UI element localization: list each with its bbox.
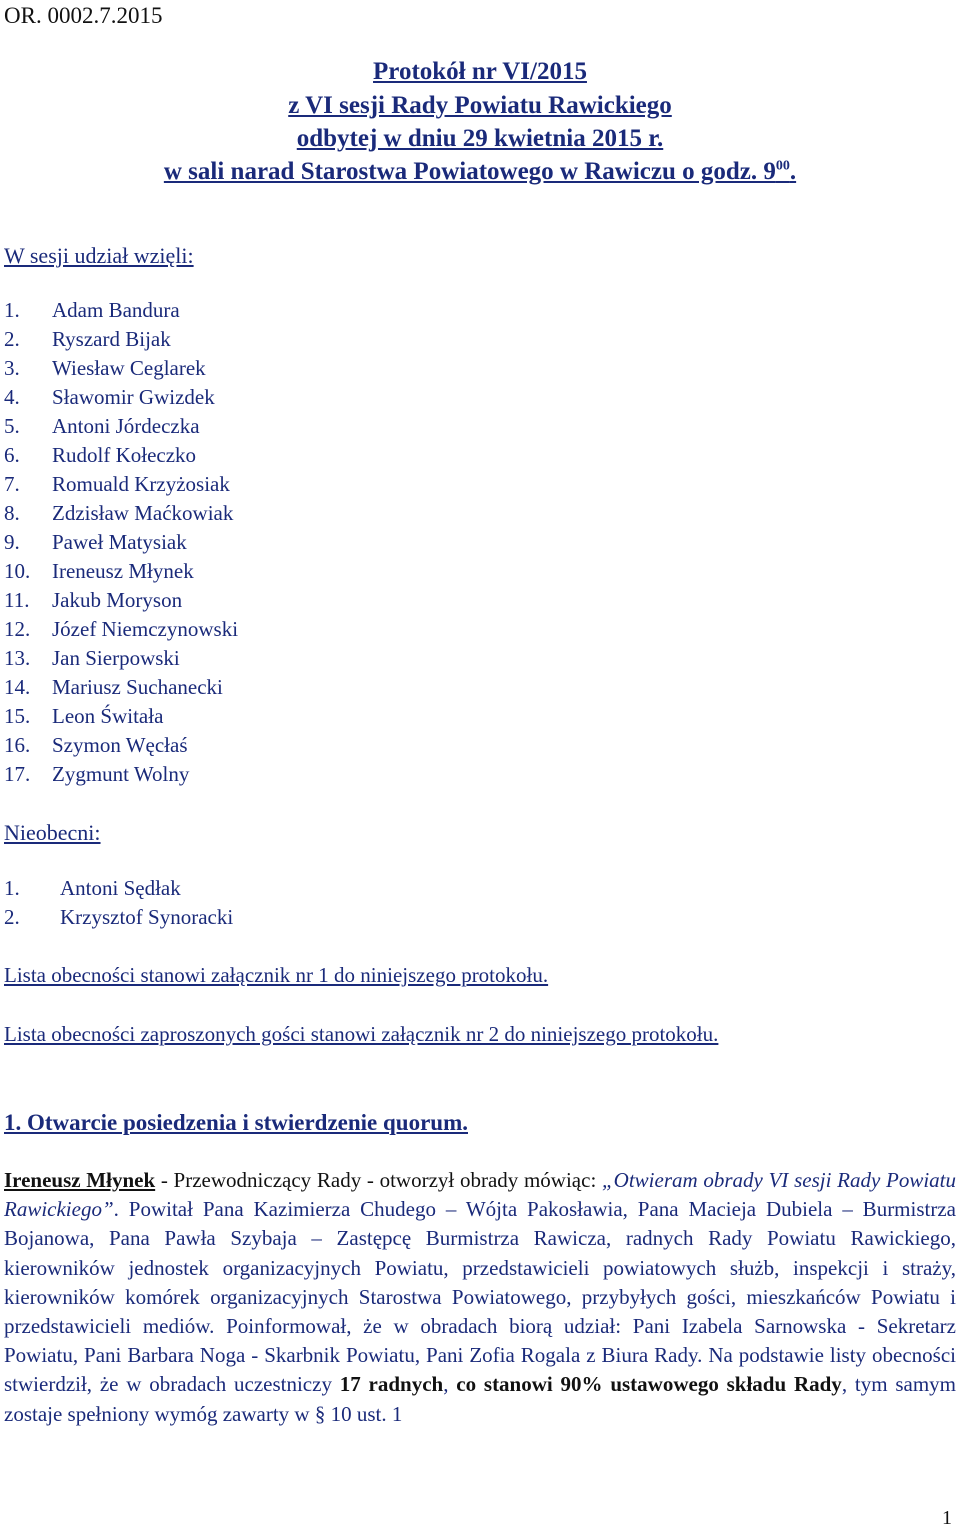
section-1-heading: 1. Otwarcie posiedzenia i stwierdzenie quorum. (4, 1110, 468, 1135)
list-item-name: Ireneusz Młynek (52, 559, 194, 583)
title-line-1: Protokół nr VI/2015 (373, 58, 587, 85)
list-item (4, 586, 238, 615)
attendance-list-note: Lista obecności stanowi załącznik nr 1 do niniejszego protokołu. (4, 963, 549, 987)
list-item-name: Józef Niemczynowski (52, 617, 239, 641)
list-item (4, 702, 238, 731)
list-item-name: Adam Bandura (52, 298, 180, 322)
list-item-name: Jan Sierpowski (52, 646, 180, 670)
document-reference: OR. 0002.7.2015 (4, 3, 163, 28)
list-item-name: Mariusz Suchanecki (52, 675, 223, 699)
list-item (4, 528, 238, 557)
list-item-number: 12. (4, 617, 31, 641)
list-item-number: 9. (4, 530, 20, 554)
after-quote: . (113, 1197, 129, 1222)
list-item-number: 14. (4, 675, 31, 699)
list-item-name: Romuald Krzyżosiak (52, 472, 230, 496)
list-item-name: Krzysztof Synoracki (60, 905, 234, 929)
attendees-list (4, 296, 238, 789)
list-item-name: Antoni Jórdeczka (52, 414, 200, 438)
list-item (4, 383, 238, 412)
list-item-number: 6. (4, 443, 20, 467)
list-item (4, 325, 238, 354)
list-item-number: 8. (4, 501, 20, 525)
list-item-name: Rudolf Kołeczko (52, 443, 197, 467)
list-item-number: 1. (4, 298, 20, 322)
list-item-name: Sławomir Gwizdek (52, 385, 215, 409)
list-item-number: 3. (4, 356, 20, 380)
list-item-number: 16. (4, 733, 31, 757)
list-item (4, 644, 238, 673)
list-item (4, 557, 238, 586)
list-item (4, 296, 238, 325)
list-item (4, 903, 233, 932)
list-item (4, 673, 238, 702)
page-number: 1 (942, 1507, 952, 1529)
list-item (4, 354, 238, 383)
list-item-number: 17. (4, 762, 31, 786)
list-item-number: 10. (4, 559, 31, 583)
list-item-name: Szymon Węcłaś (52, 733, 188, 757)
attendees-heading: W sesji udział wzięli: (4, 243, 194, 268)
title-line-2: z VI sesji Rady Powiatu Rawickiego (288, 92, 672, 119)
councillors-count: 17 radnych (339, 1372, 444, 1397)
list-item-number: 1. (4, 876, 20, 900)
list-item-name: Jakub Moryson (52, 588, 183, 612)
absent-heading: Nieobecni: (4, 820, 101, 845)
list-item-number: 4. (4, 385, 20, 409)
list-item-name: Antoni Sędłak (60, 876, 181, 900)
section-1-paragraph (4, 1166, 956, 1429)
title-line-4 (0, 157, 960, 186)
list-item-name: Leon Świtała (52, 704, 164, 728)
list-item (4, 874, 233, 903)
list-item (4, 499, 238, 528)
list-item (4, 731, 238, 760)
list-item-number: 15. (4, 704, 31, 728)
title-time-superscript: 00 (775, 158, 790, 174)
list-item (4, 441, 238, 470)
list-item-number: 2. (4, 327, 20, 351)
speaker-name: Ireneusz Młynek (4, 1168, 156, 1192)
list-item (4, 470, 238, 499)
absent-list (4, 874, 233, 932)
guests-list-note: Lista obecności zaproszonych gości stanowi załącznik nr 2 do niniejszego protokołu. (4, 1022, 719, 1046)
paragraph-tail: , tym samym zostaje spełniony wymóg zawarty w § 10 ust. 1 (4, 1372, 956, 1426)
paragraph-body: Powitał Pana Kazimierza Chudego – Wójta Pakosławia, Pana Macieja Dubiela – Burmistrza Bojanowa, Pana Pawła Szybaja – Zastępcę Burmistrza Rawicza, radnych Rady Powiatu Rawickiego, kierowników jednostek organizacyjnych Powiatu, przedstawicieli powiatowych służb, inspekcji i straży, kierowników komórek organizacyjnych Starostwa Powiatowego, przybyłych gości, mieszkańców Powiatu i przedstawicieli mediów. Poinformował, że w obradach biorą udział: Pani Izabela Sarnowska - Sekretarz Powiatu, Pani Barbara Noga - Skarbnik Powiatu, Pani Zofia Rogala z Biura Rady. Na podstawie listy obecności stwierdził, że w obradach uczestniczy (4, 1197, 956, 1397)
list-item-name: Ryszard Bijak (52, 327, 171, 351)
list-item-name: Zygmunt Wolny (52, 762, 190, 786)
list-item (4, 412, 238, 441)
title-line-4-text: w sali narad Starostwa Powiatowego w Rawiczu o godz. 9 (163, 158, 776, 185)
list-item-number: 11. (4, 588, 30, 612)
list-item-name: Wiesław Ceglarek (52, 356, 206, 380)
opening-quote: „Otwieram obrady VI sesji Rady Powiatu Rawickiego” (4, 1168, 956, 1222)
title-line-3: odbytej w dniu 29 kwietnia 2015 r. (296, 125, 664, 152)
paragraph-comma: , (443, 1372, 457, 1397)
list-item-number: 5. (4, 414, 20, 438)
list-item (4, 615, 238, 644)
list-item-number: 13. (4, 646, 31, 670)
list-item-number: 7. (4, 472, 20, 496)
quorum-statement: co stanowi 90% ustawowego składu Rady (456, 1372, 842, 1397)
speaker-intro: - Przewodniczący Rady - otworzył obrady mówiąc: (155, 1168, 602, 1192)
list-item-number: 2. (4, 905, 20, 929)
list-item-name: Paweł Matysiak (52, 530, 187, 554)
list-item-name: Zdzisław Maćkowiak (52, 501, 234, 525)
title-line-4-end: . (789, 158, 797, 185)
list-item (4, 760, 238, 789)
